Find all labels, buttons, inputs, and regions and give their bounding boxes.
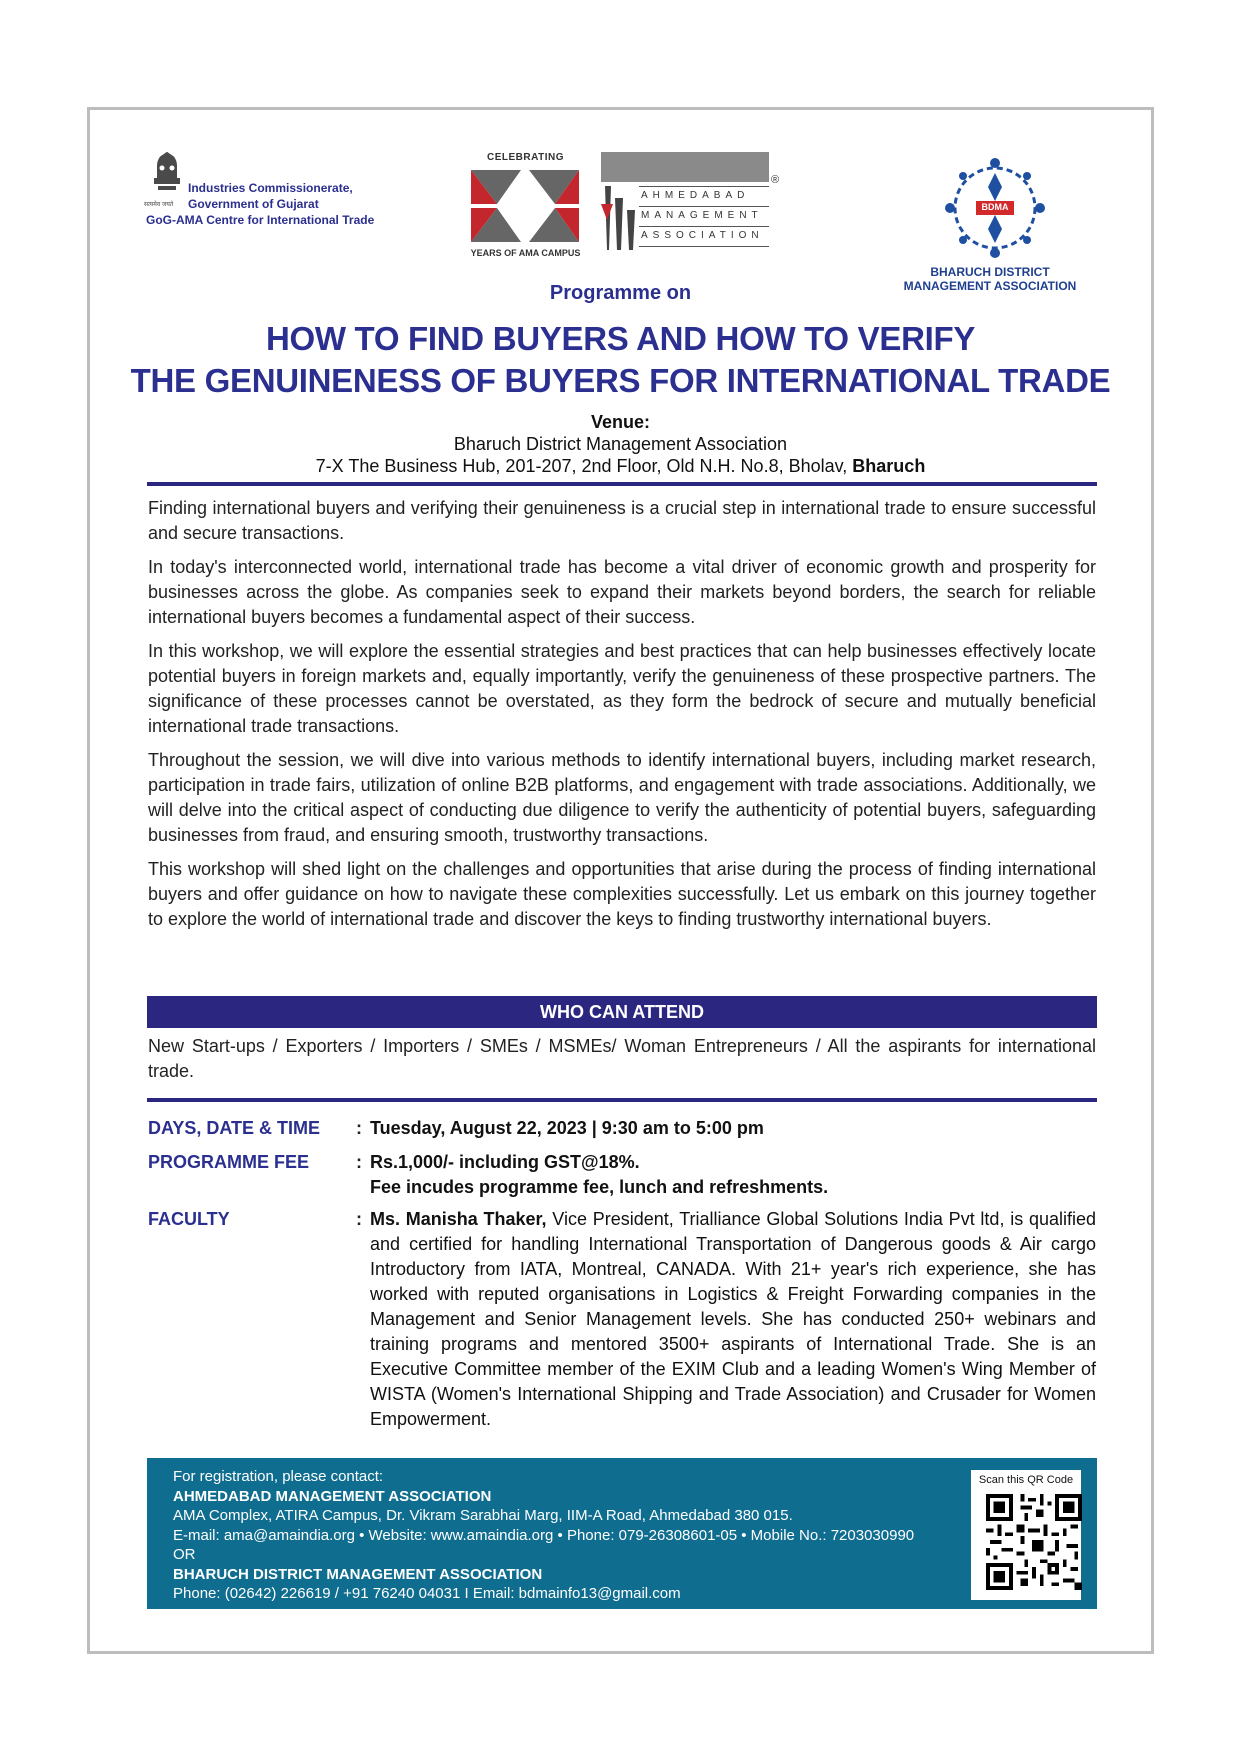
ama-line-2: MANAGEMENT (641, 210, 763, 221)
description (148, 496, 1096, 941)
emblem-caption: सत्यमेव जयते (144, 202, 174, 208)
fee-colon: : (356, 1152, 362, 1172)
registration-contact (173, 1467, 914, 1604)
date-row (148, 1116, 1096, 1142)
date-value: Tuesday, August 22, 2023 | 9:30 am to 5:00 pm (370, 1118, 764, 1138)
qr-code-icon[interactable] (986, 1494, 1082, 1590)
faculty-colon: : (356, 1209, 362, 1229)
faculty-name: Ms. Manisha Thaker, (370, 1209, 547, 1229)
qr-panel (971, 1470, 1081, 1600)
footer-or: OR (173, 1546, 196, 1563)
qr-label: Scan this QR Code (978, 1474, 1074, 1486)
date-label: DAYS, DATE & TIME (148, 1118, 321, 1138)
fee-value-line-1: Rs.1,000/- including GST@18%. (370, 1152, 640, 1172)
who-can-attend-header: WHO CAN ATTEND (147, 996, 1097, 1028)
fee-value-line-2: Fee incudes programme fee, lunch and refreshments. (370, 1177, 829, 1197)
venue-label: Venue: (590, 412, 651, 432)
faculty-bio: Vice President, Trialliance Global Solutions India Pvt ltd, is qualified and certified for handling International Transportation of Dangerous goods & Air cargo Introductory from IATA, Montreal, CANADA. With 21+ year's rich experience, she has worked with reputed organisations in Logistics & Freight Forwarding companies in the Management and Senior Management levels. She has conducted 250+ webinars and training programs and mentored 3500+ aspirants of International Trade. She is an Executive Committee member of the EXIM Club and a leading Women's Wing Member of WISTA (Women's International Shipping and Trade Association) and Crusader for Women Empowerment. (370, 1209, 1096, 1429)
fee-label: PROGRAMME FEE (148, 1152, 310, 1172)
venue-name: Bharuch District Management Association (453, 434, 788, 454)
faculty-row (148, 1207, 1096, 1457)
ama-line-1: AHMEDABAD (641, 190, 750, 201)
venue-address: 7-X The Business Hub, 201-207, 2nd Floor, Old N.H. No.8, Bholav, (315, 456, 853, 476)
venue-block (0, 411, 1241, 477)
ama-rule-1 (639, 186, 769, 187)
programme-on-heading: Programme on (549, 282, 692, 304)
venue-city: Bharuch (852, 456, 926, 476)
bdma-line-1: BHARUCH DISTRICT (930, 265, 1050, 279)
ama-rule-4 (639, 246, 769, 247)
faculty-label: FACULTY (148, 1209, 230, 1229)
celebrating-text: CELEBRATING (487, 152, 564, 163)
footer-contact-2: Phone: (02642) 226619 / +91 76240 04031 I Email: bdmainfo13@gmail.com (173, 1585, 681, 1602)
gov-logo-text (146, 180, 374, 228)
paragraph-3: In this workshop, we will explore the essential strategies and best practices that can help businesses effectively locate potential buyers in foreign markets and, equally importantly, verify the genuineness of these prospective partners. The significance of these processes cannot be overstated, as they form the bedrock of secure and mutually beneficial international trade transactions. (148, 641, 1096, 736)
venue-address-line (0, 455, 1241, 477)
footer-org-1: AHMEDABAD MANAGEMENT ASSOCIATION (173, 1487, 492, 1505)
footer-contact-1: E-mail: ama@amaindia.org • Website: www.amaindia.org • Phone: 079-26308601-05 • Mobile No.: 7203030990 (173, 1526, 915, 1544)
title-line-2: THE GENUINENESS OF BUYERS FOR INTERNATIONAL TRADE (130, 362, 1111, 399)
ama-logo (601, 152, 781, 254)
paragraph-4: Throughout the session, we will dive into various methods to identify international buyers, including market research, participation in trade fairs, utilization of online B2B platforms, and engagement with trade associations. Additionally, we will delve into the critical aspect of conducting due diligence to verify the authenticity of potential buyers, safeguarding businesses from fraud, and ensuring smooth, trustworthy transactions. (148, 750, 1096, 845)
footer-address-1: AMA Complex, ATIRA Campus, Dr. Vikram Sarabhai Marg, IIM-A Road, Ahmedabad 380 015. (173, 1507, 793, 1524)
registration-footer (147, 1458, 1097, 1609)
footer-org-2: BHARUCH DISTRICT MANAGEMENT ASSOCIATION (173, 1565, 543, 1583)
divider-top (147, 482, 1097, 486)
paragraph-5: This workshop will shed light on the challenges and opportunities that arise during the process of finding international buyers and offer guidance on how to navigate these complexities successfully. Let us embark on this journey together to explore the world of international trade and discover the keys to finding trustworthy international buyers. (148, 859, 1096, 929)
ama-logo-bar (601, 152, 769, 182)
paragraph-2: In today's interconnected world, international trade has become a vital driver of economic growth and prosperity for businesses across the globe. As companies seek to expand their markets beyond borders, the search for reliable international buyers becomes a fundamental aspect of their success. (148, 557, 1096, 627)
who-can-attend-text: New Start-ups / Exporters / Importers / SMEs / MSMEs/ Woman Entrepreneurs / All the aspirants for international trade. (148, 1036, 1096, 1081)
gov-line-1: Industries Commissionerate, (188, 181, 353, 195)
bdma-badge: BDMA (981, 202, 1009, 212)
years-text: YEARS OF AMA CAMPUS (470, 248, 581, 258)
bdma-line-2: MANAGEMENT ASSOCIATION (903, 279, 1077, 293)
ama-figures-icon (601, 186, 637, 250)
page-title (0, 318, 1241, 402)
gov-line-2: Government of Gujarat (188, 197, 319, 211)
footer-intro: For registration, please contact: (173, 1468, 384, 1485)
ama-rule-3 (639, 226, 769, 227)
paragraph-1: Finding international buyers and verifying their genuineness is a crucial step in international trade to ensure successful and secure transactions. (148, 498, 1096, 543)
faculty-value (370, 1207, 1096, 1432)
gov-line-3: GoG-AMA Centre for International Trade (146, 213, 375, 227)
ama-line-3: ASSOCIATION (641, 230, 764, 241)
divider-bottom (147, 1098, 1097, 1102)
celebrating-logo (463, 152, 588, 260)
fee-row (148, 1150, 1096, 1200)
date-colon: : (356, 1118, 362, 1138)
registered-mark: ® (771, 174, 780, 186)
fee-value (370, 1150, 1096, 1200)
celebrating-75-graphic-icon (463, 166, 588, 246)
ama-rule-2 (639, 206, 769, 207)
title-line-1: HOW TO FIND BUYERS AND HOW TO VERIFY (265, 320, 976, 357)
